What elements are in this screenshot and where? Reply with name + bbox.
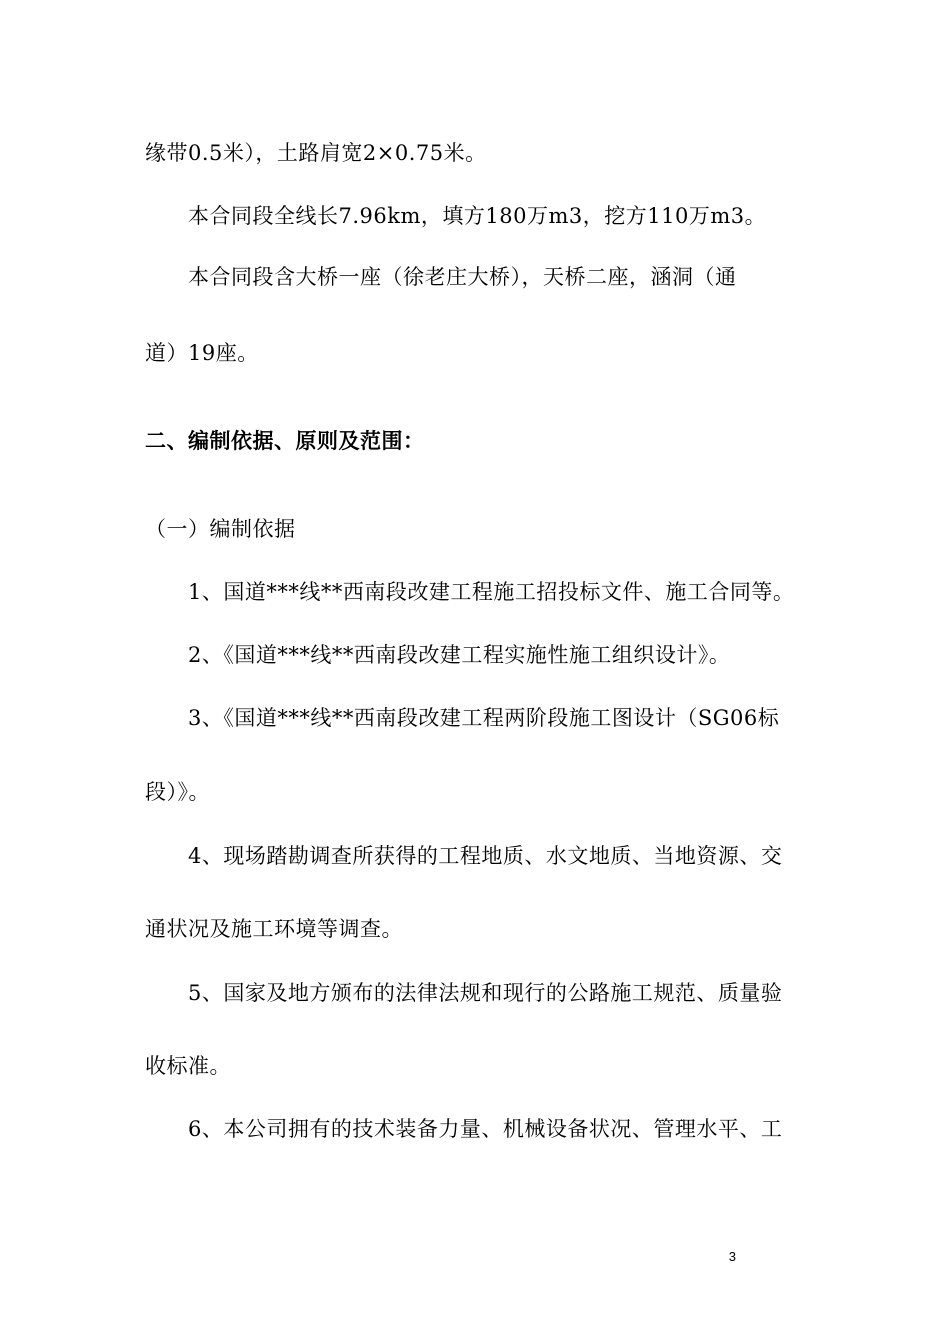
list-item: 5、国家及地方颁布的法律法规和现行的公路施工规范、质量验 bbox=[188, 981, 783, 1005]
list-item-continuation: 段）》。 bbox=[145, 780, 210, 804]
body-text-line: 道）19座。 bbox=[145, 341, 259, 365]
body-text-line: 本合同段含大桥一座（徐老庄大桥），天桥二座，涵洞（通 bbox=[188, 265, 737, 289]
list-item: 2、《国道***线**西南段改建工程实施性施工组织设计》。 bbox=[188, 643, 731, 667]
list-item-continuation: 通状况及施工环境等调查。 bbox=[145, 917, 403, 941]
body-text-line: 缘带0.5米），土路肩宽2×0.75米。 bbox=[145, 141, 487, 165]
section-heading: 二、编制依据、原则及范围： bbox=[145, 429, 425, 453]
list-item: 1、国道***线**西南段改建工程施工招投标文件、施工合同等。 bbox=[188, 580, 795, 604]
list-item-continuation: 收标准。 bbox=[145, 1054, 231, 1078]
list-item: 6、本公司拥有的技术装备力量、机械设备状况、管理水平、工 bbox=[188, 1117, 783, 1141]
body-text-line: 本合同段全线长7.96km，填方180万m3，挖方110万m3。 bbox=[188, 204, 767, 228]
list-item: 4、现场踏勘调查所获得的工程地质、水文地质、当地资源、交 bbox=[188, 844, 783, 868]
subsection-heading: （一）编制依据 bbox=[145, 517, 296, 541]
list-item: 3、《国道***线**西南段改建工程两阶段施工图设计（SG06标 bbox=[188, 706, 780, 730]
page-number: 3 bbox=[728, 1249, 736, 1264]
